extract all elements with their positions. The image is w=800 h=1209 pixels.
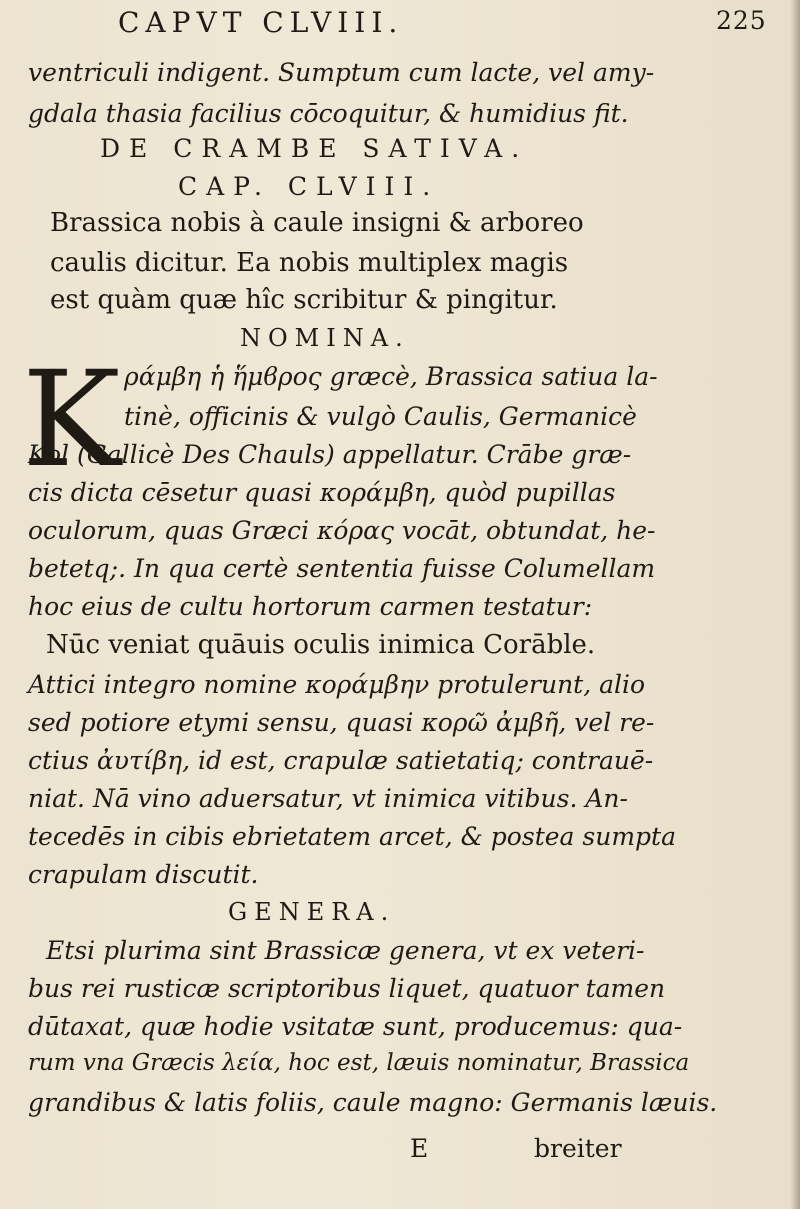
nomina-line: cis dicta cēsetur quasi κοράμβη, quòd pupillas xyxy=(28,478,616,507)
chapter-title: CAP. CLVIII. xyxy=(178,172,440,201)
nomina-line: tecedēs in cibis ebrietatem arcet, & postea sumpta xyxy=(28,822,676,851)
genera-line: grandibus & latis foliis, caule magno: Germanis læuis. xyxy=(28,1088,718,1117)
genera-line: dūtaxat, quæ hodie vsitatæ sunt, producemus: qua- xyxy=(28,1012,683,1041)
intro-line: ventriculi indigent. Sumptum cum lacte, vel amy- xyxy=(28,58,655,87)
nomina-line: crapulam discutit. xyxy=(28,860,259,889)
genera-heading: GENERA. xyxy=(228,898,396,926)
page-number: 225 xyxy=(716,6,767,35)
nomina-line: sed potiore etymi sensu, quasi κορῶ ἀμβῆ, vel re- xyxy=(28,708,655,737)
genera-line: bus rei rusticæ scriptoribus liquet, quatuor tamen xyxy=(28,974,666,1003)
section-title: DE CRAMBE SATIVA. xyxy=(100,134,529,163)
lead-line: Brassica nobis à caule insigni & arboreo xyxy=(50,208,584,238)
lead-line: est quàm quæ hîc scribitur & pingitur. xyxy=(50,285,558,315)
nomina-line: hoc eius de cultu hortorum carmen testatur: xyxy=(28,592,593,621)
genera-line: rum vna Græcis λεία, hoc est, læuis nominatur, Brassica xyxy=(28,1050,690,1076)
nomina-line: Attici integro nomine κοράμβην protulerunt, alio xyxy=(28,670,646,699)
intro-line: gdala thasia facilius cōcoquitur, & humidius fit. xyxy=(28,99,629,128)
chapter-running-title: CAPVT CLVIII. xyxy=(118,6,404,39)
genera-line: Etsi plurima sint Brassicæ genera, vt ex veteri- xyxy=(46,936,645,965)
lead-line: caulis dicitur. Ea nobis multiplex magis xyxy=(50,248,569,278)
nomina-line: niat. Nā vino aduersatur, vt inimica vitibus. An- xyxy=(28,784,628,813)
signature-mark: E xyxy=(410,1134,429,1163)
nomina-heading: NOMINA. xyxy=(240,324,410,352)
drop-cap-initial: K xyxy=(22,343,121,497)
nomina-line: oculorum, quas Græci κόρας vocāt, obtundat, he- xyxy=(28,516,656,545)
nomina-line: ctius ἀυτίβη, id est, crapulæ satietatiq; contrauē- xyxy=(28,746,654,775)
catchword: breiter xyxy=(534,1134,622,1163)
nomina-line: ράμβη ἡ ἥμϐρος græcè, Brassica satiua la- xyxy=(124,362,658,391)
page-edge-shadow xyxy=(790,0,800,1209)
nomina-line: tinè, officinis & vulgò Caulis, Germanicè xyxy=(124,402,637,431)
nomina-line: Kol (Gallicè Des Chauls) appellatur. Crābe græ- xyxy=(28,440,632,469)
nomina-line: betetq;. In qua certè sententia fuisse Columellam xyxy=(28,554,656,583)
verse-line: Nūc veniat quāuis oculis inimica Corāble. xyxy=(46,630,596,660)
